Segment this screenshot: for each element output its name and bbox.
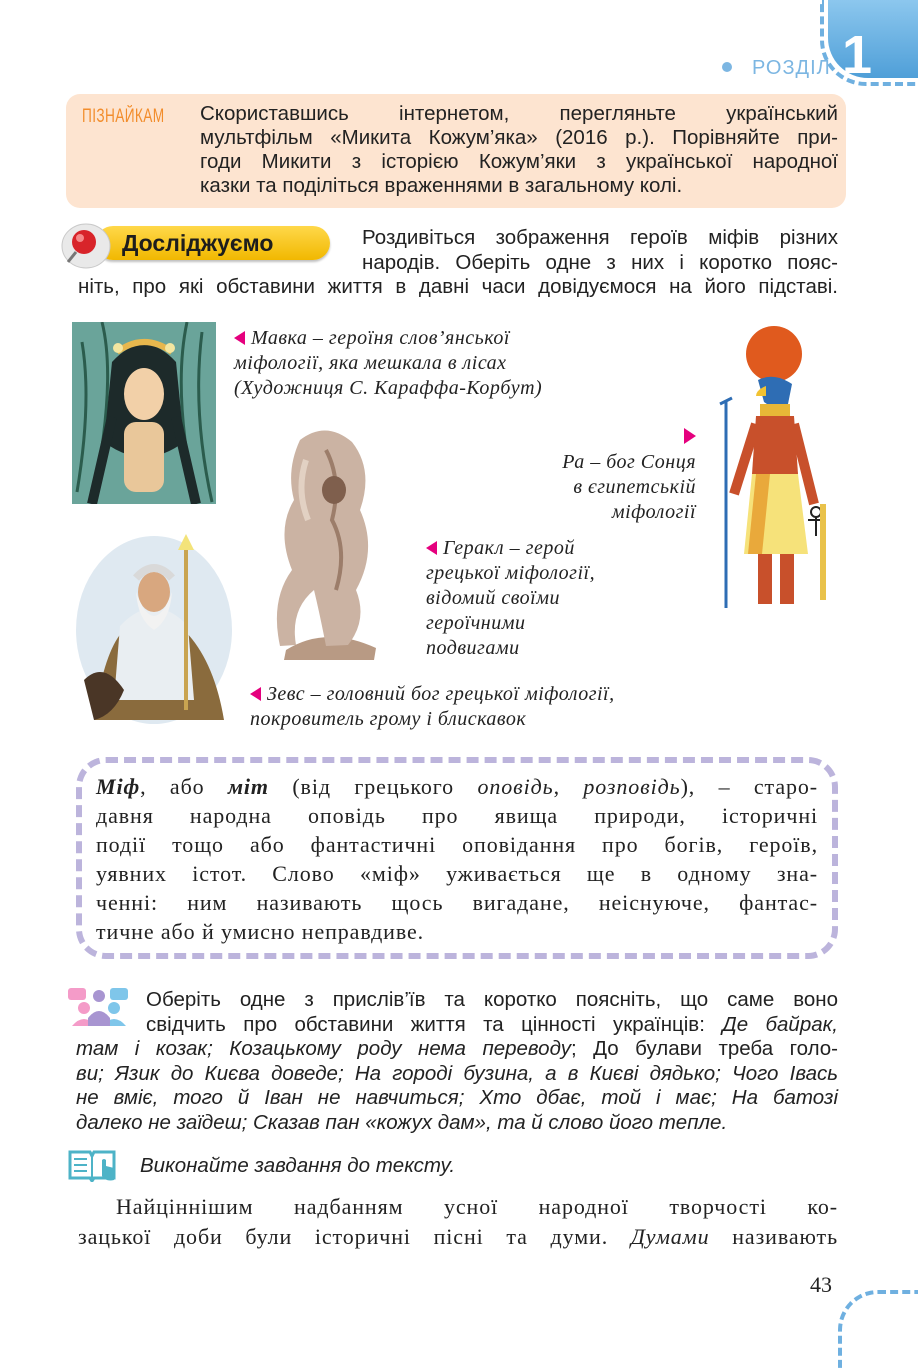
proverbs-italic: Де байрак, [722,1012,839,1036]
piznaikam-text [200,102,838,198]
definition-term2: міт [227,774,269,799]
definition-line: ченні: ним називають щось вигадане, неіснуюче, фантас- [96,890,818,915]
definition-paren-close: ), – старо- [680,774,819,799]
definition-term: Міф [96,774,141,799]
definition-line: тичне або й умисно неправдиве. [96,919,425,944]
piznaikam-label: ПІЗНАЙКАМ [82,106,165,127]
body-line: Найціннішим надбанням усної народної творчості ко- [116,1194,838,1219]
proverbs-line: ви; Язик до Києва доведе; На городі бузина, а в Києві дядько; Чого Івась [76,1061,838,1085]
body-text [78,1192,838,1252]
pin-icon [58,216,112,270]
pointer-left-icon [250,687,261,701]
definition-line: події тощо або фантастичні оповідання про богів, героїв, [96,832,818,857]
definition-word1: оповідь [477,774,554,799]
definition-line [96,772,818,801]
definition-or: , або [140,774,228,799]
definition-text [96,772,818,946]
herakl-caption-line [426,536,595,561]
corner-dashes [838,1290,918,1370]
section-dot [722,62,732,72]
piznaikam-line: казки та поділіться враженнями в загальному колі. [200,174,683,197]
mavka-caption [234,326,542,401]
mavka-caption-text: Мавка – героїня слов’янської [251,327,510,349]
piznaikam-line: мультфільм «Микита Кожум’яка» (2016 р.). Порівняйте при- [200,126,838,149]
herakl-caption-line: подвигами [426,637,520,659]
herakl-image [256,420,398,660]
herakl-caption-line: відомий своїми [426,587,560,609]
doslidzhuiemo-line: народів. Оберіть одне з них і коротко пояс- [362,250,838,274]
body-line-part: зацької доби були історичні пісні та думи. [78,1224,631,1249]
herakl-caption-text: Геракл – герой [443,537,575,559]
page-number: 43 [810,1272,832,1297]
book-hand-icon [68,1148,118,1182]
herakl-caption-line: грецької міфології, [426,562,596,584]
pointer-left-icon [234,331,245,345]
section-label: РОЗДІЛ [752,57,831,79]
zevs-caption-line: покровитель грому і блискавок [250,708,527,730]
proverbs-italic: ; До булави треба голо- [570,1037,838,1060]
definition-comma: , [553,774,584,799]
definition-line: давня народна оповідь про явища природи, історичні [96,803,818,828]
proverbs-line-text: свідчить про обставини життя та цінності українців: [146,1012,705,1036]
piznaikam-line: Скориставшись інтернетом, перегляньте український [200,102,838,125]
proverbs-line [76,1037,838,1062]
group-discussion-icon [66,986,132,1026]
zevs-caption-line [250,682,615,707]
ra-image [712,324,832,610]
ra-caption-line: міфології [611,501,696,523]
mavka-caption-line: міфології, яка мешкала в лісах [234,352,507,374]
piznaikam-line: годи Микити з історією Кожум’яки з української народної [200,150,838,173]
proverbs-italic-text [76,1037,838,1135]
zevs-caption [250,682,615,732]
section-number: 1 [842,25,873,85]
ra-caption-line: в єгипетській [573,476,696,498]
body-term: Думами [630,1224,710,1249]
zevs-caption-text: Зевс – головний бог грецької міфології, [267,683,615,705]
body-line [78,1222,838,1252]
body-line-part: називають [709,1224,838,1249]
ra-caption [470,450,696,525]
doslidzhuiemo-label: Досліджуємо [122,230,274,256]
definition-line: уявних істот. Слово «міф» уживається ще в одному зна- [96,861,818,886]
mavka-caption-line [234,326,542,351]
proverbs-line: далеко не заїдеш; Сказав пан «кожух дам», та й слово його тепле. [76,1110,728,1134]
herakl-caption-line: героїчними [426,612,526,634]
task-text: Виконайте завдання до тексту. [140,1154,456,1177]
definition-word2: розповідь [583,774,681,799]
pointer-right-icon [684,428,696,444]
proverbs-line: не вміє, того й Іван не навчиться; Хто дбає, той і має; На батозі [76,1086,838,1109]
proverbs-italic: там і козак; Козацькому роду нема переводу [76,1037,571,1060]
ra-caption-line: Ра – бог Сонця [562,451,696,473]
zevs-image [74,530,234,724]
doslidzhuiemo-line: Роздивіться зображення героїв міфів різних [362,226,838,249]
proverbs-line [146,1013,838,1038]
doslidzhuiemo-text [362,226,838,275]
proverbs-line: Оберіть одне з прислів’їв та коротко поясніть, що саме воно [146,988,838,1011]
definition-paren-open: (від грецького [268,774,478,799]
proverbs-text [146,988,838,1037]
mavka-image [72,322,216,504]
mavka-caption-line: (Художниця С. Караффа-Корбут) [234,377,543,399]
herakl-caption [426,536,595,661]
pointer-left-icon [426,541,437,555]
doslidzhuiemo-line: ніть, про які обставини життя в давні часи довідуємося на його підставі. [78,275,838,298]
